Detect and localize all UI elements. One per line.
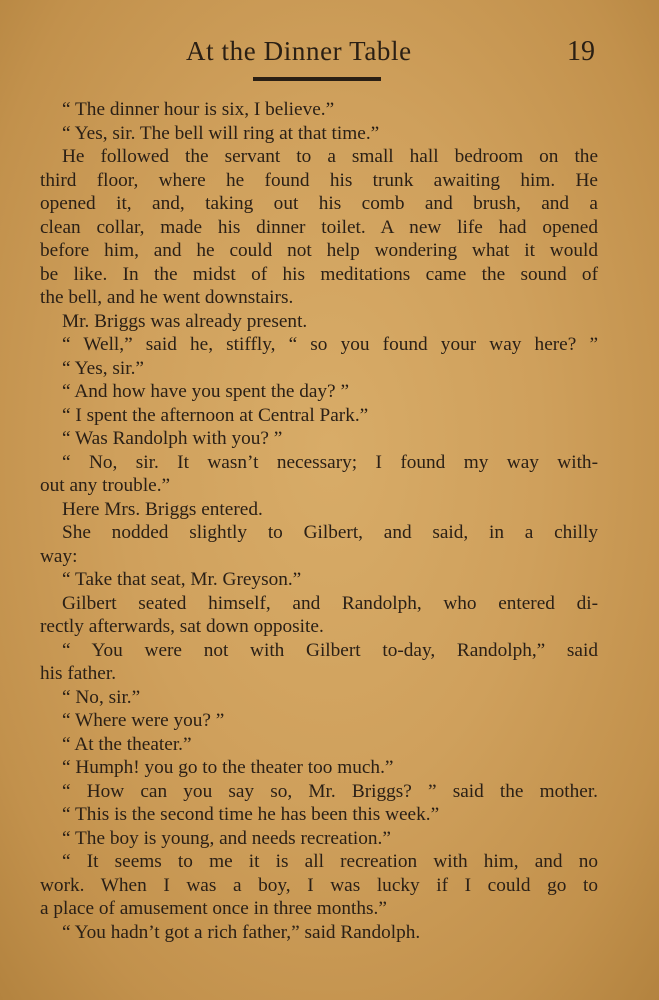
text-line: “ Take that seat, Mr. Greyson.” [62,569,302,590]
text-line: Here Mrs. Briggs entered. [62,498,263,520]
text-line: work. When I was a boy, I was lucky if I could go to [40,874,598,896]
text-line: the bell, and he went downstairs. [40,287,294,308]
text-line: way: [40,545,78,567]
text-line: “ No, sir. It wasn’t necessary; I found my way with- [62,451,598,473]
text-line: “ Yes, sir.” [62,357,144,379]
text-line: “ Where were you? ” [62,710,225,731]
text-line: before him, and he could not help wondering what it would [40,240,598,261]
text-line: “ You were not with Gilbert to-day, Randolph,” said [62,639,598,661]
text-line: opened it, and, taking out his comb and brush, and a [40,193,598,214]
text-line: He followed the servant to a small hall bedroom on the [62,146,598,167]
text-line: “ It seems to me it is all recreation with him, and no [62,851,598,872]
text-line: Gilbert seated himself, and Randolph, who entered di- [62,592,598,614]
text-line: “ And how have you spent the day? ” [62,381,349,402]
text-line: his father. [40,663,117,684]
running-title: At the Dinner Table [186,36,412,66]
text-line: clean collar, made his dinner toilet. A new life had opened [40,216,598,238]
page-header [0,36,659,76]
text-line: Mr. Briggs was already present. [62,310,308,332]
text-line: a place of amusement once in three months.” [40,898,387,919]
text-line: third floor, where he found his trunk awaiting him. He [40,169,598,191]
text-line: “ The boy is young, and needs recreation.” [62,827,391,849]
text-line: She nodded slightly to Gilbert, and said, in a chilly [62,522,598,543]
text-line: “ Yes, sir. The bell will ring at that time.” [62,122,380,144]
text-line: rectly afterwards, sat down opposite. [40,616,324,637]
header-rule [253,77,381,81]
page-number: 19 [567,36,595,67]
text-line: “ How can you say so, Mr. Briggs? ” said the mother. [62,780,598,802]
text-line: be like. In the midst of his meditations came the sound of [40,263,598,285]
text-line: “ Well,” said he, stiffly, “ so you found your way here? ” [62,334,598,355]
body-text [40,98,598,944]
text-line: “ You hadn’t got a rich father,” said Randolph. [62,921,421,943]
text-line: “ Humph! you go to the theater too much.” [62,757,394,778]
text-line: “ No, sir.” [62,686,141,708]
text-line: “ This is the second time he has been this week.” [62,804,440,825]
text-line: “ I spent the afternoon at Central Park.” [62,404,369,426]
text-line: “ Was Randolph with you? ” [62,428,283,449]
text-line: out any trouble.” [40,475,171,496]
text-line: “ The dinner hour is six, I believe.” [62,99,335,120]
text-line: “ At the theater.” [62,733,192,755]
